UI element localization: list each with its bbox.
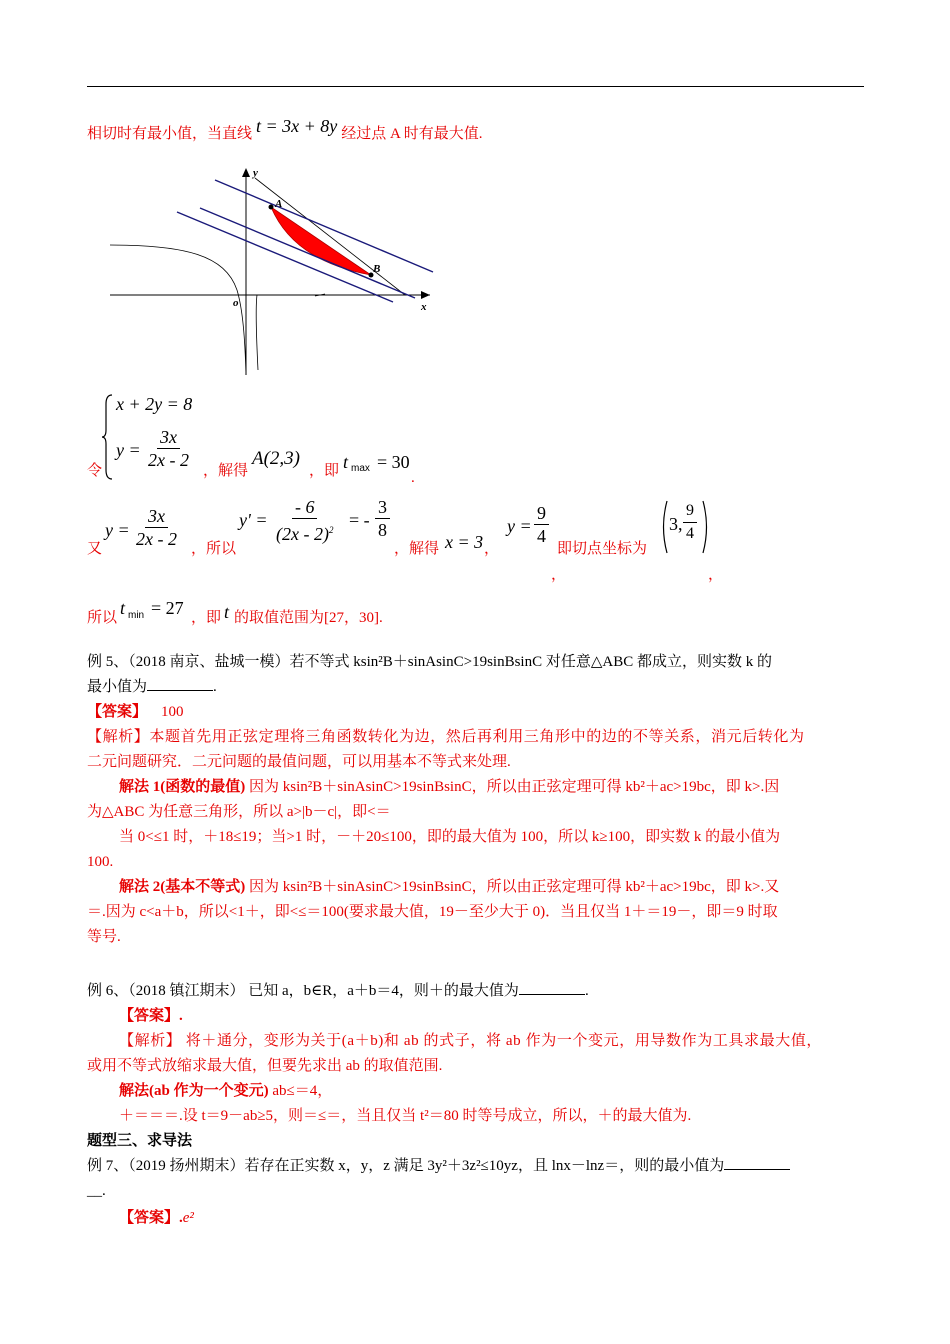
deriv-y-den: 2x - 2: [136, 529, 177, 549]
label-x: x: [421, 301, 427, 313]
ex7-answer: [119, 1207, 194, 1229]
ex6-method-text-a: ab≤＝4，: [272, 1083, 333, 1099]
ex5-method2-text-a: 因为 ksin²B＋sinAsinC>19sinBsinC，所以由正弦定理可得 kb²＋ac>19bc，即 k>.又: [249, 879, 780, 895]
system-mid2: ，即: [309, 463, 340, 479]
label-a: A: [275, 198, 283, 210]
deriv-y-num: 3x: [145, 505, 168, 528]
ex7-answer-tag: 【答案】.: [119, 1210, 183, 1226]
ex5-answer-blank: [147, 676, 213, 691]
ex6-analysis-line2: 或用不等式放缩求最大值，但要先求出 ab 的取值范围.: [87, 1058, 443, 1074]
deriv-yprime-rden: 8: [378, 520, 387, 540]
deriv-y-frac: [133, 505, 180, 550]
derivative-block: [87, 494, 847, 584]
deriv-yprime-result: [375, 496, 390, 541]
tmin-mid: ，即: [191, 610, 222, 626]
ex5-question-text: 最小值为: [87, 679, 148, 695]
section3-title: 题型三、求导法: [87, 1133, 193, 1149]
label-y: y: [253, 167, 258, 179]
ex6-question-end: .: [584, 983, 589, 999]
ex5-method1-line4: 100.: [87, 854, 114, 870]
system-end: .: [411, 470, 415, 486]
ex5-answer-value: 100: [161, 704, 184, 720]
tmax-sub: max: [351, 463, 370, 474]
feasible-region-graph: [105, 160, 450, 380]
deriv-y2-frac: [534, 502, 549, 547]
deriv-comma: ，: [484, 541, 500, 557]
ex6-method-line2: ＋＝＝＝.设 t＝9－ab≥5，则＝≤＝，当且仅当 t²＝80 时等号成立，所以，＋的最大值为.: [119, 1108, 692, 1124]
ex5-method2-title: 解法 2(基本不等式): [119, 879, 246, 895]
ex5-method2-line3: 等号.: [87, 929, 121, 945]
ex7-answer-blank: [724, 1155, 790, 1170]
tmax-symbol: t: [343, 452, 349, 472]
y-axis-arrow: [242, 168, 250, 177]
ex5-method1-line3: 当 0<≤1 时，＋18≤19；当>1 时，－＋20≤100，即的最大值为 100，所以 k≥100，即实数 k 的最小值为: [119, 829, 781, 845]
deriv-y-lhs: y =: [105, 520, 130, 540]
line1-equation: t = 3x + 8y: [256, 116, 338, 136]
deriv-yprime-rnum: 3: [375, 496, 390, 519]
deriv-yprime-den: (2x - 2): [276, 524, 329, 544]
tmin-symbol: t: [120, 598, 126, 618]
ex6-analysis-line1: 【解析】 将＋通分，变形为关于(a＋b)和 ab 的式子，将 ab 作为一个变元，用导数作为工具求最大值，: [119, 1033, 823, 1049]
ex5-line2: [87, 676, 217, 698]
system-mid1: ，解得: [203, 463, 249, 479]
line1-text-b: 经过点 A 时有最大值.: [341, 126, 483, 142]
deriv-point-num: 9: [683, 500, 697, 523]
deriv-yprime-frac: [273, 496, 336, 545]
system-block: [87, 392, 507, 488]
system-prefix: 令: [87, 463, 103, 479]
deriv-solve: ，解得: [394, 541, 440, 557]
system-brace: [101, 394, 113, 480]
ex5-method2-line1: [119, 876, 779, 898]
deriv-y2-den: 4: [537, 526, 546, 546]
deriv-yprime-mid: = -: [349, 510, 370, 530]
header-rule: [87, 86, 864, 87]
deriv-so: ，所以: [191, 541, 237, 557]
ex5-method1-text-a: 因为 ksin²B＋sinAsinC>19sinBsinC，所以由正弦定理可得 kb²＋ac>19bc，即 k>.因: [249, 779, 780, 795]
tmin-line: [87, 597, 507, 629]
ex5-method1-line2: 为△ABC 为任意三角形，所以 a>|b－c|，即<＝: [87, 804, 391, 820]
ex6-question-text: 例 6、（2018 镇江期末） 已知 a，b∈R，a＋b＝4，则＋的最大值为: [87, 983, 519, 999]
hyperbola-lower-branch: [256, 295, 258, 370]
system-eq2-lhs: y =: [116, 440, 141, 460]
level-line-tangent: [200, 208, 415, 298]
ex7-answer-value: e²: [182, 1210, 194, 1226]
ex5-answer-tag: 【答案】: [87, 704, 148, 720]
ex5-question-end: .: [213, 679, 217, 695]
label-origin: o: [233, 297, 239, 309]
ex7-question-text: 例 7、（2019 扬州期末）若存在正实数 x，y，z 满足 3y²＋3z²≤10yz，且 lnx－lnz＝，则的最小值为: [87, 1158, 725, 1174]
ex5-method1-line1: [119, 776, 779, 798]
ex5-answer: [87, 701, 184, 723]
system-eq2-num: 3x: [157, 426, 180, 449]
tmax-value: = 30: [377, 452, 410, 472]
tmin-sub: min: [128, 610, 145, 621]
deriv-x-value: x = 3: [445, 532, 484, 552]
line-x-plus-2y: [255, 178, 405, 295]
paren-left: [659, 500, 669, 554]
paren-right: [701, 500, 711, 554]
deriv-yprime-num: - 6: [292, 496, 318, 519]
deriv-prefix: 又: [87, 541, 103, 557]
system-eq2-frac: [145, 426, 192, 471]
ex5-line1: 例 5、（2018 南京、盐城一模）若不等式 ksin²B＋sinAsinC>19sinBsinC 对任意△ABC 都成立，则实数 k 的: [87, 654, 772, 670]
ex6-method-title: 解法(ab 作为一个变元): [119, 1083, 269, 1099]
system-point: A(2,3): [252, 448, 301, 469]
system-eq1: x + 2y = 8: [116, 394, 193, 414]
ex6-line1: [87, 980, 589, 1002]
line1: [87, 116, 483, 145]
tmin-value: = 27: [151, 598, 184, 618]
ex6-method-line1: [119, 1080, 332, 1102]
deriv-point-den: 4: [686, 525, 694, 542]
ex6-answer-blank: [519, 980, 585, 995]
line1-text-a: 相切时有最小值，当直线: [87, 126, 253, 142]
system-eq2-den: 2x - 2: [148, 450, 189, 470]
tmin-t: t: [224, 602, 230, 622]
tmin-prefix: 所以: [87, 610, 118, 626]
deriv-comma3: ，: [708, 567, 724, 583]
tmin-range: 的取值范围为[27，30].: [234, 610, 383, 626]
deriv-point-frac: [683, 500, 697, 545]
deriv-yprime-lhs: y' =: [239, 510, 268, 530]
ex5-method1-title: 解法 1(函数的最值): [119, 779, 246, 795]
ex5-analysis-line2: 二元问题研究．二元问题的最值问题，可以用基本不等式来处理.: [87, 754, 511, 770]
ex5-method2-line2: ＝.因为 c<a＋b，所以<1＋，即<≤＝100(要求最大值，19－至少大于 0)．当且仅当 1＋＝19－，即＝9 时取: [87, 904, 778, 920]
point-a-marker: [269, 205, 274, 210]
deriv-y2-num: 9: [534, 502, 549, 525]
hyperbola-left-branch: [110, 245, 246, 375]
ex7-line1: [87, 1155, 790, 1177]
label-b: B: [373, 263, 381, 275]
ex5-analysis-line1: 【解析】本题首先用正弦定理将三角函数转化为边，然后再利用三角形中的边的不等关系，消元后转化为: [87, 729, 805, 745]
deriv-comma2: ，: [551, 567, 567, 583]
ex7-line2: __.: [87, 1183, 106, 1199]
deriv-point-a: 3,: [669, 514, 683, 534]
deriv-yprime-exp: 2: [328, 525, 334, 535]
deriv-tangent-text: 即切点坐标为: [557, 541, 648, 557]
ex6-answer-tag: 【答案】.: [119, 1008, 183, 1024]
deriv-y2-lhs: y =: [507, 516, 532, 536]
shaded-region: [271, 207, 371, 275]
x-axis-arrow: [421, 291, 430, 299]
